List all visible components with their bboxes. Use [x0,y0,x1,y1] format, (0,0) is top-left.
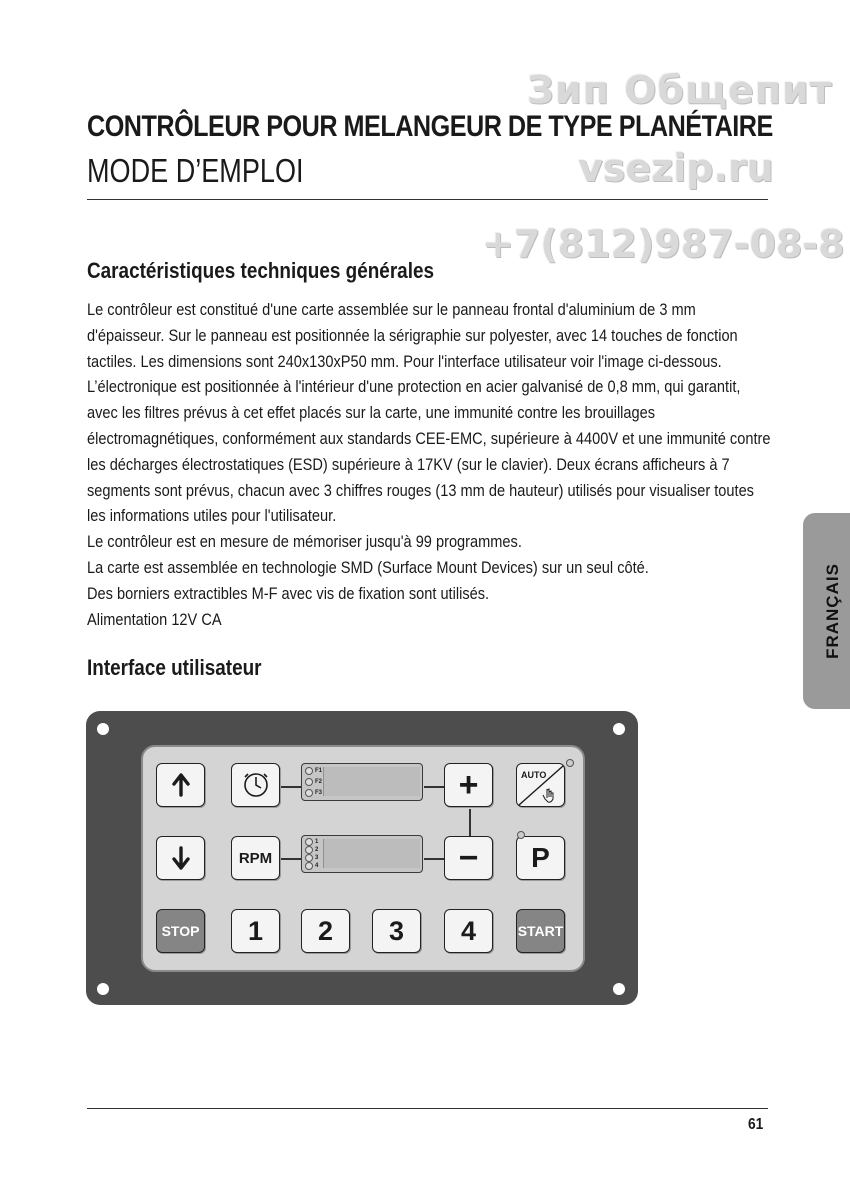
key-4-label: 4 [460,915,477,946]
led-1: 1 [305,838,318,846]
connector-line [469,809,471,836]
auto-label: AUTO [520,769,546,780]
program-4-button[interactable] [444,909,493,953]
specs-paragraph: Le contrôleur est constitué d'une carte assemblée sur le panneau frontal d'aluminium de 3 mm d'épaisseur. Sur le panneau est positionnée la sérigraphie sur polyester, avec 14 touches de fonction tactiles. Les dimensions sont 240x130xP50 mm. Pour l'interface utilisateur voir l'image ci-dessous. L’électronique est positionnée à l'intérieur d'une protection en acier galvanisé de 0,8 mm, qui garantit, avec les filtres prévus à cet effet placés sur la carte, une immunité contre les brouillages électromagnétiques, conformément aux standards CEE-EMC, supérieure à 4400V et une immunité contre les décharges électrostatiques (ESD) supérieure à 17KV (sur le clavier). Deux écrans afficheurs à 7 segments sont prévus, chacun avec 3 chiffres rouges (13 mm de hauteur) utilisés pour visualiser toutes les informations utiles pour l'utilisateur. [87,300,771,526]
language-tab [803,513,850,709]
start-label: START [517,923,564,939]
language-tab-label: FRANÇAIS [823,563,842,659]
led-f1: F1 [305,767,322,775]
specs-heading: Caractéristiques techniques générales [87,258,435,283]
seven-segment-display [323,839,420,868]
specs-paragraph: Des borniers extractibles M-F avec vis de fixation sont utilisés. [87,583,490,603]
led-4: 4 [305,862,318,870]
screw-icon [97,983,109,995]
program-label: P [531,842,550,873]
minus-icon: − [458,838,479,877]
arrow-up-button[interactable] [156,763,205,807]
screw-icon [613,983,625,995]
key-2-label: 2 [317,915,334,946]
page-subtitle: MODE D’EMPLOI [87,152,304,189]
minus-button[interactable] [444,836,493,880]
specs-paragraph: Alimentation 12V CA [87,609,222,629]
program-1-button[interactable] [231,909,280,953]
watermark-zip-obshchepit: Зип Общепит [527,68,833,112]
program-led [517,831,525,839]
header-rule [87,199,768,200]
plus-button[interactable] [444,763,493,807]
key-1-label: 1 [247,915,264,946]
connector-line [281,786,301,788]
program-button[interactable] [516,836,565,880]
rpm-button[interactable] [231,836,280,880]
clock-icon [242,771,270,799]
arrow-up-icon [172,773,190,797]
led-3: 3 [305,854,318,862]
specs-paragraph: La carte est assemblée en technologie SMD (Surface Mount Devices) sur un seul côté. [87,557,649,577]
led-2: 2 [305,846,318,854]
watermark-phone: +7(812)987-08-8 [482,222,845,266]
display-top [301,763,423,801]
footer-rule [87,1108,768,1109]
rpm-label: RPM [238,849,273,867]
program-3-button[interactable] [372,909,421,953]
arrow-down-icon [172,846,190,870]
stop-button[interactable] [156,909,205,953]
keypad-face [141,745,585,972]
screw-icon [613,723,625,735]
arrow-down-button[interactable] [156,836,205,880]
start-button[interactable] [516,909,565,953]
led-f3: F3 [305,789,322,797]
page-number: 61 [748,1116,764,1133]
connector-line [424,858,444,860]
controller-panel [86,711,638,1005]
auto-hand-icon [518,765,564,806]
led-f2: F2 [305,778,322,786]
seven-segment-display [323,767,420,796]
auto-led [566,759,574,767]
key-3-label: 3 [388,915,405,946]
plus-icon: + [458,765,479,804]
stop-label: STOP [161,923,200,939]
display-bottom [301,835,423,873]
connector-line [281,858,301,860]
timer-button[interactable] [231,763,280,807]
screw-icon [97,723,109,735]
specs-paragraph: Le contrôleur est en mesure de mémoriser jusqu'à 99 programmes. [87,532,522,552]
connector-line [424,786,444,788]
specs-body [87,297,773,632]
program-2-button[interactable] [301,909,350,953]
auto-button[interactable] [516,763,565,807]
watermark-vsezip: vsezip.ru [578,146,774,190]
page-title: CONTRÔLEUR POUR MELANGEUR DE TYPE PLANÉTAIRE [87,110,773,143]
ui-heading: Interface utilisateur [87,655,262,680]
